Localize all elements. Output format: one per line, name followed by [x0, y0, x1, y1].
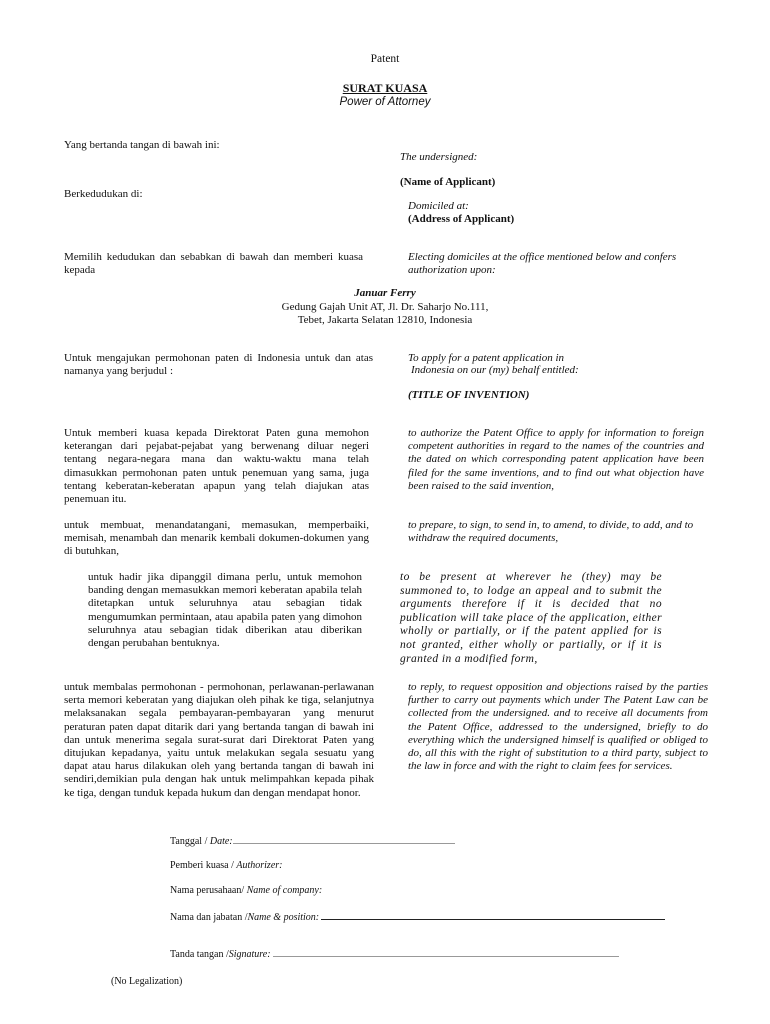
no-legalization-note: (No Legalization)	[111, 976, 183, 987]
company-label-id: Nama perusahaan/	[170, 885, 245, 896]
document-title: SURAT KUASA	[342, 81, 428, 95]
apply-id: Untuk mengajukan permohonan paten di Indonesia untuk dan atas namanya yang berjudul :	[64, 352, 373, 378]
prepare-en: to prepare, to sign, to send in, to amend, to divide, to add, and to withdraw the required documents,	[408, 519, 694, 545]
signature-blank[interactable]	[273, 947, 619, 957]
authorize-id: Untuk memberi kuasa kepada Direktorat Paten guna memohon keterangan dari pejabat-pejabat yang berwenang diluar negeri tentang negara-negara mana dan waktu-waktu mana telah dimasukkan permohonan paten untuk penemuan yang sama, juga tentang keberatan-keberatan apapun yang telah diajukan atas penemuan itu.	[64, 427, 369, 506]
applicant-address: (Address of Applicant)	[408, 213, 515, 225]
date-blank[interactable]	[233, 834, 455, 844]
attorney-address-line1: Gedung Gajah Unit AT, Jl. Dr. Saharjo No.111,	[281, 301, 489, 313]
applicant-name: (Name of Applicant)	[400, 176, 496, 188]
authorizer-line	[170, 859, 570, 872]
name-position-label-id: Nama dan jabatan /	[170, 912, 248, 923]
electing-id: Memilih kedudukan dan sebabkan di bawah dan memberi kuasa kepada	[64, 251, 363, 277]
reply-en: to reply, to request opposition and objections raised by the parties further to carry out payments which under The Patent Law can be collected from the undersigned. and to receive all documents from the Patent Office, addressed to the undersigned, briefly to do everything which the undersigned himself is qualified or obliged to do, all this with the right of substitution to a third party, subject to the law in force and with the right to claim fees for services.	[408, 681, 708, 773]
top-label: Patent	[370, 53, 400, 65]
company-line	[170, 884, 570, 897]
name-position-blank[interactable]	[321, 910, 665, 920]
electing-en: Electing domiciles at the office mentioned below and confers authorization upon:	[408, 251, 677, 277]
authorizer-label-en: Authorizer:	[236, 860, 283, 871]
title-of-invention: (TITLE OF INVENTION)	[408, 389, 530, 401]
apply-en-line2: Indonesia on our (my) behalf entitled:	[411, 364, 579, 376]
undersigned-en: The undersigned:	[400, 151, 478, 163]
name-position-line	[170, 910, 690, 924]
present-en: to be present at wherever he (they) may be summoned to, to lodge an appeal and to submit the arguments therefore if it is decided that no publication will take place of the application, either wholly or partially, or if the patent applied for is not granted, either wholly or partially, or if it is granted in a modified form,	[400, 571, 662, 665]
prepare-id: untuk membuat, menandatangani, memasukan, memperbaiki, memisah, menambah dan menarik kembali dokumen-dokumen yang di butuhkan,	[64, 519, 369, 558]
date-label-en: Date:	[209, 836, 233, 847]
name-position-label-en: Name & position:	[247, 912, 320, 923]
signature-label-id: Tanda tangan /	[170, 949, 229, 960]
date-line	[170, 834, 570, 848]
document-subtitle: Power of Attorney	[339, 96, 431, 108]
undersigned-id: Yang bertanda tangan di bawah ini:	[64, 139, 220, 151]
attorney-name: Januar Ferry	[354, 287, 416, 299]
date-label-id: Tanggal /	[170, 836, 208, 847]
reply-id: untuk membalas permohonan - permohonan, perlawanan-perlawanan serta memori keberatan yang diajukan oleh pihak ke tiga, selanjutnya melaksanakan segala pembayaran-pembayaran yang menurut peraturan paten dapat ditarik dari yang bertanda tangan di bawah ini dan untuk menerima segala surat-surat dari Direktorat Paten yang ditujukan kepadanya, yaitu untuk melakukan segala sesuatu yang dapat atau harus dilakukan oleh yang bertanda tangan di bawah ini sendiri,demikian pula dengan hak untuk melimpahkan kepada pihak ke tiga, dengan tunduk kepada hukum dan dengan mendapat honor.	[64, 681, 374, 799]
authorizer-label-id: Pemberi kuasa /	[170, 860, 234, 871]
signature-label-en: Signature:	[228, 949, 271, 960]
attorney-address-line2: Tebet, Jakarta Selatan 12810, Indonesia	[297, 314, 473, 326]
signature-line	[170, 947, 690, 961]
authorize-en: to authorize the Patent Office to apply for information to foreign competent authorities in regard to the names of the countries and the dated on which corresponding patent application have been filed for the same inventions, and to find out what objection have been raised to the said invention,	[408, 427, 704, 492]
company-label-en: Name of company:	[246, 885, 323, 896]
present-id: untuk hadir jika dipanggil dimana perlu, untuk memohon banding dengan memasukkan memori keberatan apabila telah ditetapkan untuk seluruhnya atau sebagian tidak mengumumkan permintaan, atau apabila paten yang dimohon seluruhnya atau sebagian tidak diberikan atau diberikan dengan perubahan bentuknya.	[88, 571, 362, 650]
apply-en-line1: To apply for a patent application in	[408, 352, 565, 364]
domicile-id: Berkedudukan di:	[64, 188, 143, 200]
domicile-en: Domiciled at:	[408, 200, 469, 212]
